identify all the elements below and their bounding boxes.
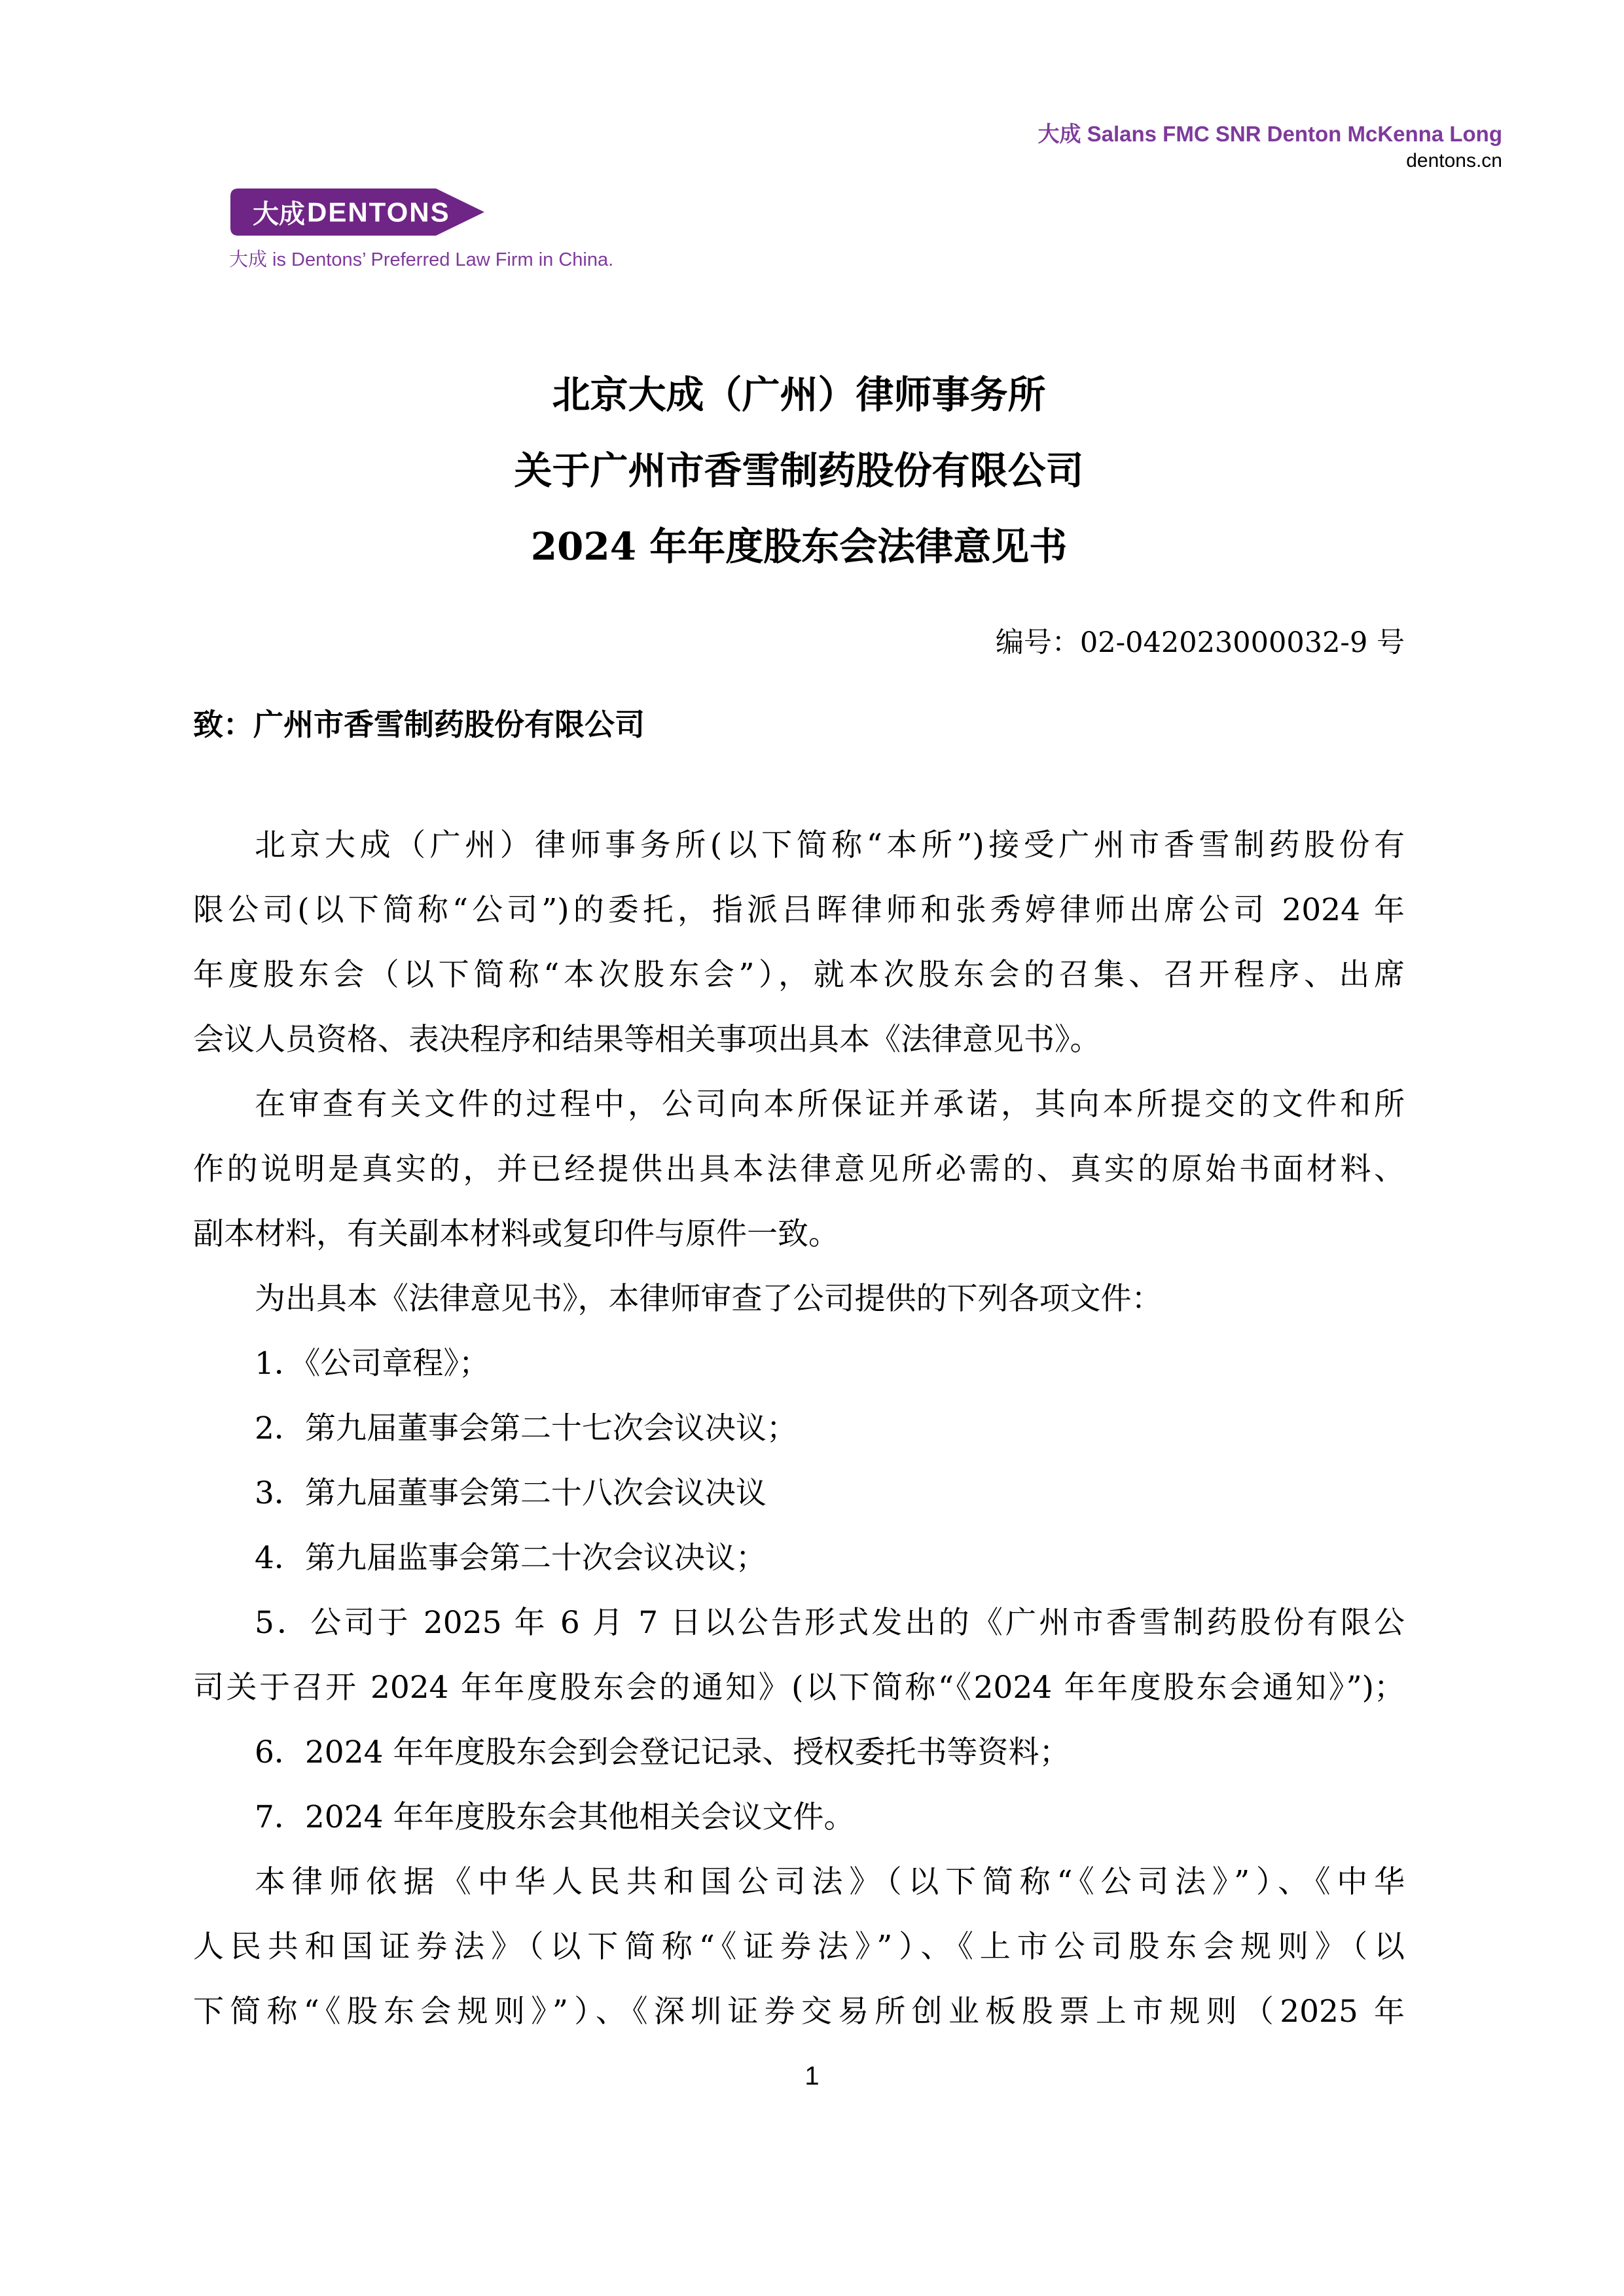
body-line: 本律师依据《中华人民共和国公司法》（以下简称“《公司法》”）、《中华 <box>255 1864 1405 1900</box>
body-line: 3．第九届董事会第二十八次会议决议 <box>255 1475 767 1511</box>
body-line: 2．第九届董事会第二十七次会议决议； <box>255 1410 797 1446</box>
body-line: 6．2024 年年度股东会到会登记记录、授权委托书等资料； <box>255 1734 1070 1770</box>
title-line-1: 北京大成（广州）律师事务所 <box>552 372 1046 417</box>
page-footer <box>0 2062 1624 2091</box>
body-line: 副本材料，有关副本材料或复印件与原件一致。 <box>193 1216 839 1252</box>
body-line: 下简称“《股东会规则》”）、《深圳证券交易所创业板股票上市规则（2025 年 <box>193 1994 1405 2030</box>
logo-tagline: 大成 is Dentons’ Preferred Law Firm in China. <box>229 249 614 270</box>
title-line-3: 2024 年年度股东会法律意见书 <box>530 524 1068 569</box>
reference-number: 编号：02-042023000032-9 号 <box>995 626 1405 659</box>
body-line: 年度股东会（以下简称“本次股东会”），就本次股东会的召集、召开程序、出席 <box>193 957 1405 993</box>
body-line: 在审查有关文件的过程中，公司向本所保证并承诺，其向本所提交的文件和所 <box>255 1086 1405 1122</box>
body-text <box>193 813 1405 2044</box>
recipient-line: 致：广州市香雪制药股份有限公司 <box>193 707 645 742</box>
body-line: 7．2024 年年度股东会其他相关会议文件。 <box>255 1799 855 1835</box>
body-line: 作的说明是真实的，并已经提供出具本法律意见所必需的、真实的原始书面材料、 <box>193 1151 1405 1187</box>
logo-label <box>253 194 450 231</box>
body-line: 北京大成（广州）律师事务所(以下简称“本所”)接受广州市香雪制药股份有 <box>255 827 1405 863</box>
letterhead-header <box>1038 122 1502 173</box>
website-text: dentons.cn <box>1406 150 1502 171</box>
title-line-2: 关于广州市香雪制药股份有限公司 <box>514 448 1084 493</box>
logo-en-text: DENTONS <box>307 196 450 227</box>
body-line: 5．公司于 2025 年 6 月 7 日以公告形式发出的《广州市香雪制药股份有限公 <box>255 1605 1405 1641</box>
brand-line: 大成 Salans FMC SNR Denton McKenna Long <box>1038 122 1502 146</box>
page-number: 1 <box>804 2062 820 2090</box>
logo-block <box>229 187 613 271</box>
body-line: 人民共和国证券法》（以下简称“《证券法》”）、《上市公司股东会规则》（以 <box>193 1929 1405 1965</box>
body-line: 4．第九届监事会第二十次会议决议； <box>255 1540 767 1576</box>
body-line: 为出具本《法律意见书》，本律师审查了公司提供的下列各项文件： <box>255 1281 1163 1317</box>
logo-zh-text: 大成 <box>253 199 305 230</box>
body-line: 1．《公司章程》； <box>255 1346 490 1382</box>
dentons-logo <box>229 187 486 237</box>
body-line: 限公司(以下简称“公司”)的委托，指派吕晖律师和张秀婷律师出席公司 2024 年 <box>193 892 1405 928</box>
document-title <box>193 357 1405 584</box>
body-line: 会议人员资格、表决程序和结果等相关事项出具本《法律意见书》。 <box>193 1022 1101 1058</box>
body-line: 司关于召开 2024 年年度股东会的通知》(以下简称“《2024 年年度股东会通知》”)； <box>193 1670 1405 1706</box>
